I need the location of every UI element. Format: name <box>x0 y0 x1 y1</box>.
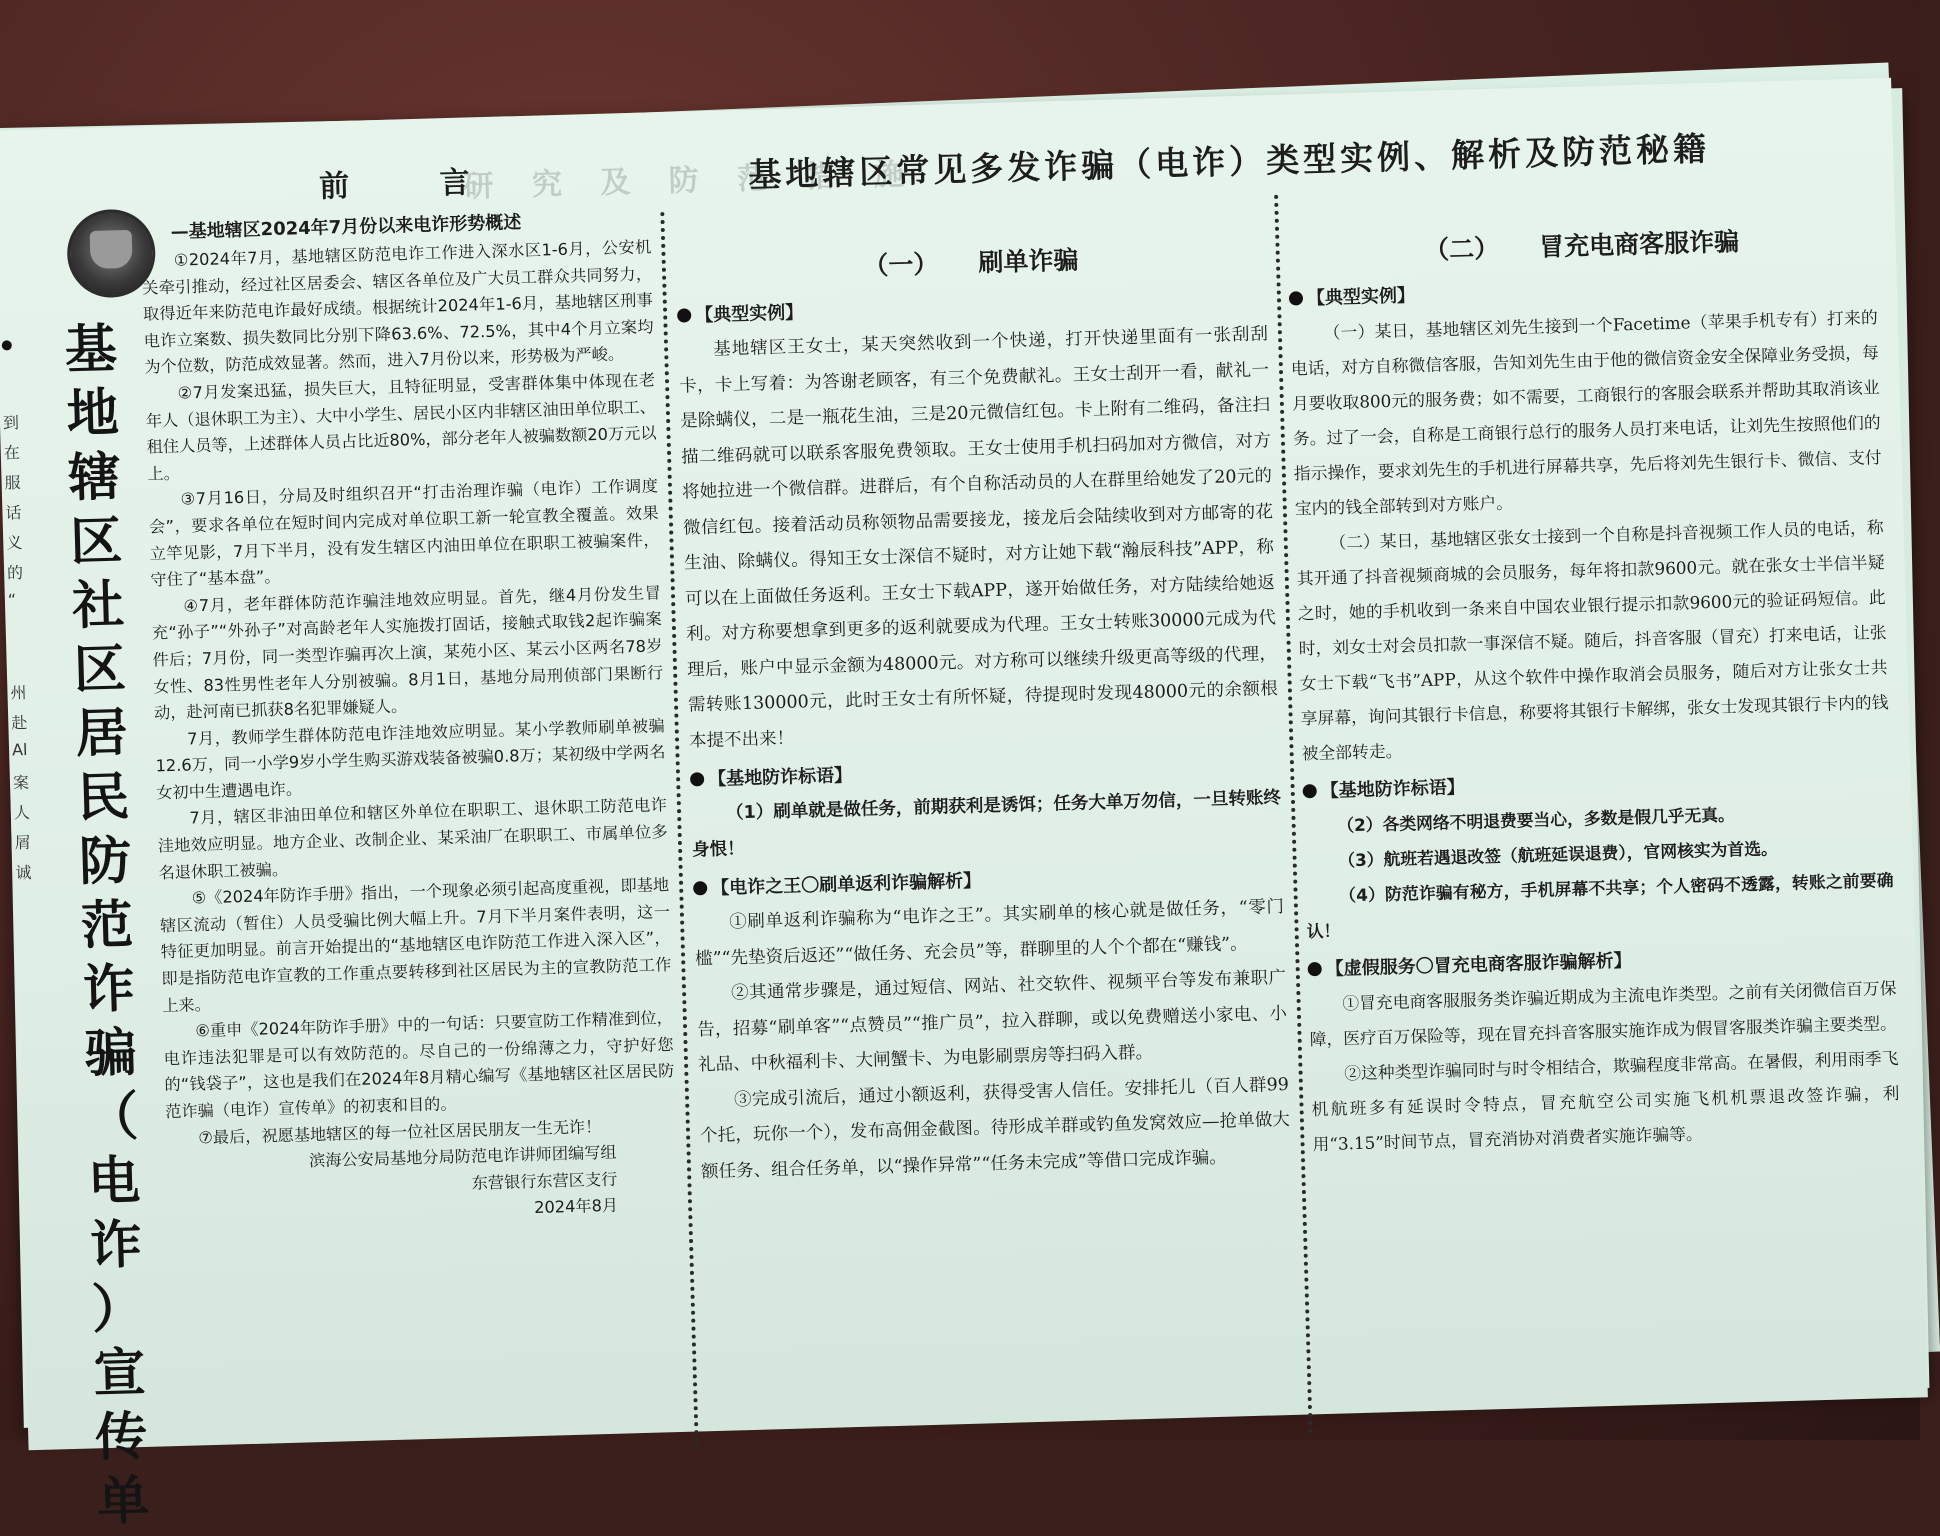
preface-paragraph: ⑤《2024年防诈手册》指出，一个现象必须引起高度重视，即基地辖区流动（暂住）人员受骗比例大幅上升。7月下半月案件表明，这一特征更加明显。前言开始提出的“基地辖区电诈防范工作进入深入区”，即是指防范电诈宣教的工作重点要转移到社区居民为主的宣教防范工作上来。 <box>159 875 672 1015</box>
analysis-paragraph: ②这种类型诈骗同时与时令相结合，欺骗程度非常高。在暑假，利用雨季飞机航班多有延误时令特点，冒充航空公司实施飞机机票退改签诈骗，利用“3.15”时间节点，冒充消协对消费者实施诈骗等。 <box>1311 1047 1900 1155</box>
vertical-title-char: 辖 <box>67 447 122 509</box>
preface-paragraph: ⑦最后，祝愿基地辖区的每一位社区居民朋友一生无诈！ <box>198 1116 602 1147</box>
analysis-paragraph: ②其通常步骤是，通过短信、网站、社交软件、视频平台等发布兼职广告，招募“刷单客”“点赞员”“推广员”，拉入群聊，或以免费赠送小家电、小礼品、中秋福利卡、大闸蟹卡、为电影刷票房等扫码入群。 <box>696 967 1288 1076</box>
vertical-title-char: 传 <box>94 1406 149 1469</box>
bullet-dot-icon <box>693 881 707 895</box>
vertical-title-char: 宣 <box>92 1342 147 1405</box>
preface-heading: 前 言 <box>318 164 511 205</box>
edge-char: 州 <box>10 683 27 703</box>
tip-slogan: （1）刷单就是做任务，前期获利是诱饵；任务大单万勿信，一旦转账终身恨！ <box>691 788 1282 860</box>
section-title <box>1287 218 1876 270</box>
tip-slogan: （2）各类网络不明退费要当心，多数是假几乎无真。 <box>1337 804 1736 836</box>
ghost-heading-back-page: 研 究 及 防 范 措 施 <box>463 156 919 205</box>
edge-char: 赴 <box>11 712 28 733</box>
preface-paragraph: ⑥重申《2024年防诈手册》中的一句话：只要宣防工作精准到位，电诈违法犯罪是可以有效防范的。尽自己的一份绵薄之力，守护好您的“钱袋子”，这也是我们在2024年8月精心编写《基地辖区社区居民防范诈骗（电诈）宣传单》的初衷和目的。 <box>163 1008 675 1122</box>
edge-char: 服 <box>4 473 21 493</box>
edge-char: 义 <box>6 533 23 553</box>
preface-paragraph: ①2024年7月，基地辖区防范电诈工作进入深水区1-6月，公安机关牵引推动，经过社区居委会、辖区各单位及广大员工群众共同努力，取得近年来防范电诈最好成绩。根据统计2024年1-6月，基地辖区刑事电诈立案数、损失数同比分别下降63.6%、72.5%，其中4个月立案均为个位数，防范成效显著。然而，进入7月份以来，形势极为严峻。 <box>141 237 654 377</box>
vertical-title-char: 区 <box>73 639 127 701</box>
vertical-title-char: 电 <box>87 1151 142 1213</box>
vertical-title-char: 区 <box>69 511 124 573</box>
edge-char: “ <box>7 590 17 610</box>
edge-char: 屑 <box>14 832 31 853</box>
preface-paragraph: ②7月发案迅猛，损失巨大，且特征明显，受害群体集中体现在老年人（退休职工为主）、大中小学生、居民小区内非辖区油田单位职工、租住人员等，上述群体人员占比近80%，部分老年人被骗数额20万元以上。 <box>145 370 657 484</box>
preface-paragraph: 7月，教师学生群体防范电诈洼地效应明显。某小学教师刷单被骗12.6万，同一小学9岁小学生购买游戏装备被骗0.8万；某初级中学两名女初中生遭遇电诈。 <box>155 715 666 803</box>
edge-char: 诚 <box>15 862 32 883</box>
vertical-title-char: 基 <box>64 319 118 381</box>
signature-line: 东营银行东营区支行 <box>471 1169 618 1193</box>
preface-subheading: —基地辖区2024年7月份以来电诈形势概述 <box>170 212 522 243</box>
edge-char: 人 <box>13 802 31 823</box>
analysis-paragraph: ①冒充电商客服服务类诈骗近期成为主流电诈类型。之前有关闭微信百万保障，医疗百万保险等，现在冒充抖音客服实施诈成为假冒客服类诈骗主要类型。 <box>1309 977 1898 1050</box>
analysis-heading-text: 【虚假服务〇冒充电商客服诈骗解析】 <box>1325 950 1632 980</box>
section-number: （一） <box>862 249 939 281</box>
vertical-title-char: 骗 <box>83 1023 138 1085</box>
section-number: （二） <box>1423 233 1500 265</box>
edge-char: 案 <box>12 772 30 793</box>
vertical-title-char: 诈 <box>81 959 136 1021</box>
section-brushing-scam <box>675 235 1291 1190</box>
case-heading-text: 【典型实例】 <box>694 302 804 327</box>
bullet-dot-icon <box>1308 962 1322 976</box>
vertical-title-char: ） <box>90 1278 145 1341</box>
preface-paragraph: 7月，辖区非油田单位和辖区外单位在职职工、退休职工防范电诈洼地效应明显。地方企业、改制企业、某采油厂在职职工、市属单位多名退休职工被骗。 <box>157 795 668 883</box>
vertical-title-char: 防 <box>78 831 133 893</box>
edge-char: 在 <box>3 443 21 463</box>
edge-char: 到 <box>2 413 20 433</box>
bullet-dot-icon <box>1303 784 1317 798</box>
analysis-paragraph: ③完成引流后，通过小额返利，获得受害人信任。安排托儿（百人群99个托，玩你一个），发布高佣金截图。待形成羊群或钓鱼发窝效应—抢单做大额任务、组合任务单，以“操作异常”“任务未完成”等借口完成诈骗。 <box>699 1074 1291 1182</box>
section-fake-ecommerce-service-scam <box>1287 218 1901 1162</box>
section-title <box>675 235 1266 287</box>
vertical-title-char: 民 <box>76 767 131 829</box>
section-title-text: 刷单诈骗 <box>977 245 1079 278</box>
bullet-dot <box>2 340 12 350</box>
case-paragraph: 基地辖区王女士，某天突然收到一个快递，打开快递里面有一张刮刮卡，卡上写着：为答谢老顾客，有三个免费献礼。王女士刮开一看，献礼一是除螨仪，二是一瓶花生油，三是20元微信红包。卡上附有二维码，备注扫描二维码就可以联系客服免费领取。王女士使用手机扫码加对方微信，对方将她拉进一个微信群。进群后，有个自称活动员的人在群里给她发了20元的微信红包。接着活动员称领物品需要接龙，接龙后会陆续收到对方邮寄的花生油、除螨仪。得知王女士深信不疑时，对方让她下载“瀚辰科技”APP，称可以在上面做任务返利。王女士下载APP，遂开始做任务，对方陆续给她返利。对方称要想拿到更多的返利就要成为代理。王女士转账30000元成为代理后，账户中显示金额为48000元。对方称可以继续升级更高等级的代理，需转账130000元，此时王女士有所怀疑，待提现时发现48000元的余额根本提不出来！ <box>678 324 1279 752</box>
case-heading-text: 【典型实例】 <box>1306 285 1416 310</box>
vertical-title-char: （ <box>85 1087 140 1149</box>
edge-char: 话 <box>5 503 22 523</box>
bullet-dot-icon <box>1289 291 1303 305</box>
main-title: 基地辖区常见多发诈骗（电诈）类型实例、解析及防范秘籍 <box>747 128 1711 195</box>
analysis-heading-text: 【电诈之王〇刷单返利诈骗解析】 <box>710 870 982 899</box>
section-title-text: 冒充电商客服诈骗 <box>1538 227 1740 262</box>
tips-heading-text: 【基地防诈标语】 <box>1320 776 1465 802</box>
signature-line: 滨海公安局基地分局防范电诈讲师团编写组 <box>308 1142 617 1171</box>
vertical-title <box>55 317 159 1534</box>
vertical-title-char: 地 <box>65 383 120 445</box>
edge-char: 的 <box>6 563 24 583</box>
vertical-title-char: 社 <box>71 575 125 637</box>
vertical-title-char: 居 <box>74 703 129 765</box>
bullet-dot-icon <box>690 772 704 786</box>
analysis-paragraph: ①刷单返利诈骗称为“电诈之王”。其实刷单的核心就是做任务，“零门槛”“先垫资后返还”“做任务、充会员”等，群聊里的人个个都在“赚钱”。 <box>694 896 1285 969</box>
tip-slogan: （3）航班若遇退改签（航班延误退费），官网核实为首选。 <box>1337 838 1778 871</box>
edge-char: Al <box>11 740 28 760</box>
tip-slogan: （4）防范诈骗有秘方，手机屏幕不共享；个人密码不透露，转账之前要确认！ <box>1306 869 1894 942</box>
signature-date: 2024年8月 <box>533 1196 619 1218</box>
vertical-title-char: 单 <box>96 1470 150 1533</box>
bullet-dot-icon <box>677 308 691 322</box>
flyer-sheet <box>0 78 1928 1533</box>
preface-paragraph: ③7月16日，分局及时组织召开“打击治理诈骗（电诈）工作调度会”，要求各单位在短时间内完成对单位职工新一轮宣教全覆盖。效果立竿见影，7月下半月，没有发生辖区内油田单位在职职工被骗案件，守住了“基本盘”。 <box>148 476 660 590</box>
case-paragraph: （一）某日，基地辖区刘先生接到一个Facetime（苹果手机专有）打来的电话，对方自称微信客服，告知刘先生由于他的微信资金安全保障业务受损，每月要收取800元的服务费；如不需要，工商银行的客服会联系并帮助其取消该业务。过了一会，自称是工商银行总行的服务人员打来电话，让刘先生按照他们的指示操作，要求刘先生的手机进行屏幕共享，先后将刘先生银行卡、微信、支付宝内的钱全部转到对方账户。 <box>1290 307 1882 519</box>
tips-heading-text: 【基地防诈标语】 <box>707 764 853 791</box>
preface-paragraph: ④7月，老年群体防范诈骗洼地效应明显。首先，继4月份发生冒充“孙子”“外孙子”对高龄老年人实施拨打固话，接触式取钱2起诈骗案件后；7月份，同一类型诈骗再次上演，某苑小区、某云小区两名78岁女性、83性男性老年人分别被骗。8月1日，基地分局刑侦部门果断行动，赴河南已抓获8名犯罪嫌疑人。 <box>151 582 664 723</box>
case-paragraph: （二）某日，基地辖区张女士接到一个自称是抖音视频工作人员的电话，称其开通了抖音视频商城的会员服务，每年将扣款9600元。就在张女士半信半疑之时，她的手机收到一条来自中国农业银行提示扣款9600元的验证码短信。此时，刘女士对会员扣款一事深信不疑。随后，抖音客服（冒充）打来电话，让张女士下载“飞书”APP，从这个软件中操作取消会员服务，随后对方让张女士共享屏幕，询问其银行卡信息，称要将其银行卡解绑，张女士发现其银行卡内的钱被全部转走。 <box>1296 517 1889 764</box>
vertical-title-char: 范 <box>80 895 134 957</box>
vertical-title-char: 诈 <box>89 1215 143 1277</box>
preface-column <box>139 152 679 1232</box>
